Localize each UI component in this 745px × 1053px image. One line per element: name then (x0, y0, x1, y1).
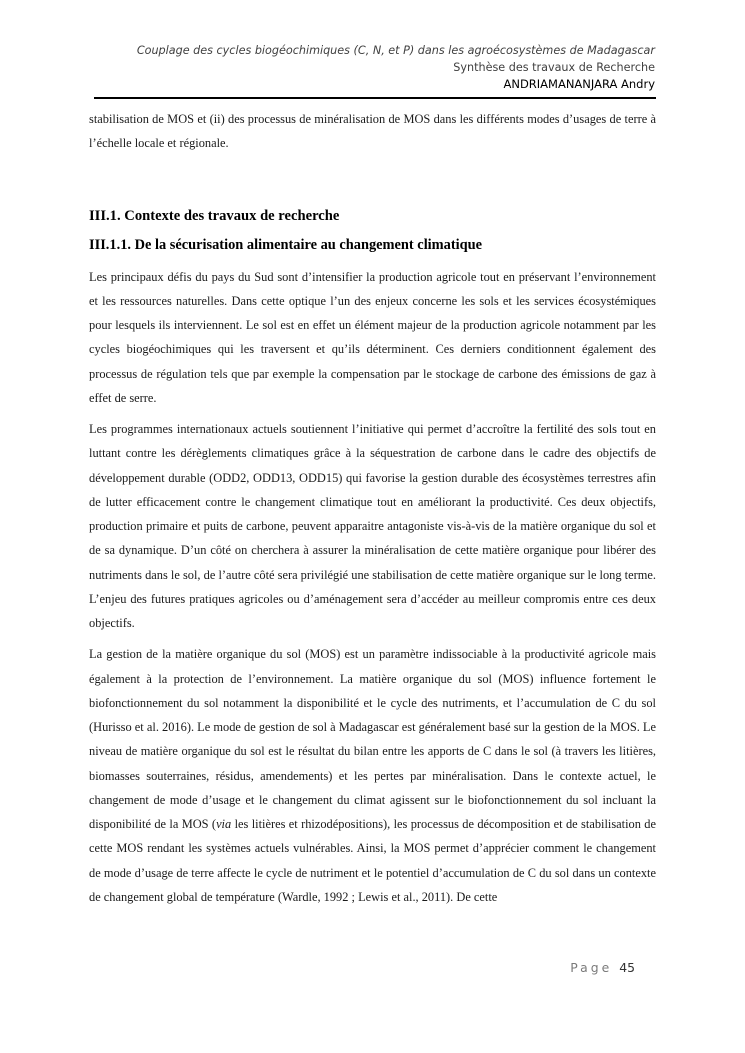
page-label: Page (570, 960, 613, 975)
paragraph-3 (89, 642, 656, 909)
page-header (95, 42, 655, 93)
header-document-subtitle: Synthèse des travaux de Recherche (453, 61, 655, 74)
paragraph-3-text-a: La gestion de la matière organique du sol (MOS) est un paramètre indissociable à la productivité agricole mais également à la protection de l’environnement. La matière organique du sol (MOS) influence fortement le biofonctionnement du sol notamment la disponibilité et le cycle des nutriments, et l’accumulation de C du sol (Hurisso et al. 2016). Le mode de gestion de sol à Madagascar est généralement basé sur la gestion de la MOS. Le niveau de matière organique du sol est le résultat du bilan entre les apports de C dans le sol (à travers les litières, biomasses souterraines, résidus, amendements) et les pertes par minéralisation. Dans le contexte actuel, le changement de mode d’usage et le changement du climat agissent sur le biofonctionnement du sol incluant la disponibilité de la MOS ( (89, 647, 656, 831)
paragraph-3-italic-term: via (216, 817, 232, 831)
intro-paragraph: stabilisation de MOS et (ii) des processus de minéralisation de MOS dans les différents modes d’usages de terre à l’échelle locale et régionale. (89, 112, 656, 151)
page-footer (570, 960, 635, 975)
header-document-title: Couplage des cycles biogéochimiques (C, N, et P) dans les agroécosystèmes de Madagascar (136, 44, 655, 57)
section-heading: III.1. Contexte des travaux de recherche (89, 207, 340, 224)
document-body (89, 107, 656, 916)
header-author: ANDRIAMANANJARA Andry (503, 77, 655, 91)
subsection-heading: III.1.1. De la sécurisation alimentaire au changement climatique (89, 236, 483, 253)
paragraph-3-text-b: les litières et rhizodépositions), les processus de décomposition et de stabilisation de cette MOS rendant les systèmes actuels vulnérables. Ainsi, la MOS permet d’apprécier comment le changement de mode d’usage de terre affecte le cycle de nutriment et le potentiel d’accumulation de C du sol dans un contexte de changement global de température (Wardle, 1992 ; Lewis et al., 2011). De cette (89, 817, 656, 904)
paragraph-2: Les programmes internationaux actuels soutiennent l’initiative qui permet d’accroître la fertilité des sols tout en luttant contre les dérèglements climatiques grâce à la séquestration de carbone dans le cadre des objectifs de développement durable (ODD2, ODD13, ODD15) qui favorise la gestion durable des écosystèmes terrestres afin de lutter efficacement contre le changement climatique tout en améliorant la productivité. Ces deux objectifs, production primaire et puits de carbone, peuvent apparaitre antagoniste vis-à-vis de la matière organique du sol et de sa dynamique. D’un côté on cherchera à assurer la minéralisation de cette matière organique pour libérer des nutriments dans le sol, de l’autre côté sera privilégié une stabilisation de cette matière organique sur le long terme. L’enjeu des futures pratiques agricoles ou d’aménagement sera d’accéder au meilleur compromis entre ces deux objectifs. (89, 422, 656, 630)
header-divider (94, 97, 656, 99)
page-number: 45 (619, 960, 635, 975)
paragraph-1: Les principaux défis du pays du Sud sont d’intensifier la production agricole tout en préservant l’environnement et les ressources naturelles. Dans cette optique l’un des enjeux concerne les sols et les services écosystémiques pour lesquels ils interviennent. Le sol est en effet un élément majeur de la production agricole notamment par les cycles biogéochimiques qui les traversent et qu’ils déterminent. Ces derniers conditionnent également des processus de régulation tels que par exemple la compensation par le stockage de carbone des émissions de gaz à effet de serre. (89, 269, 656, 405)
